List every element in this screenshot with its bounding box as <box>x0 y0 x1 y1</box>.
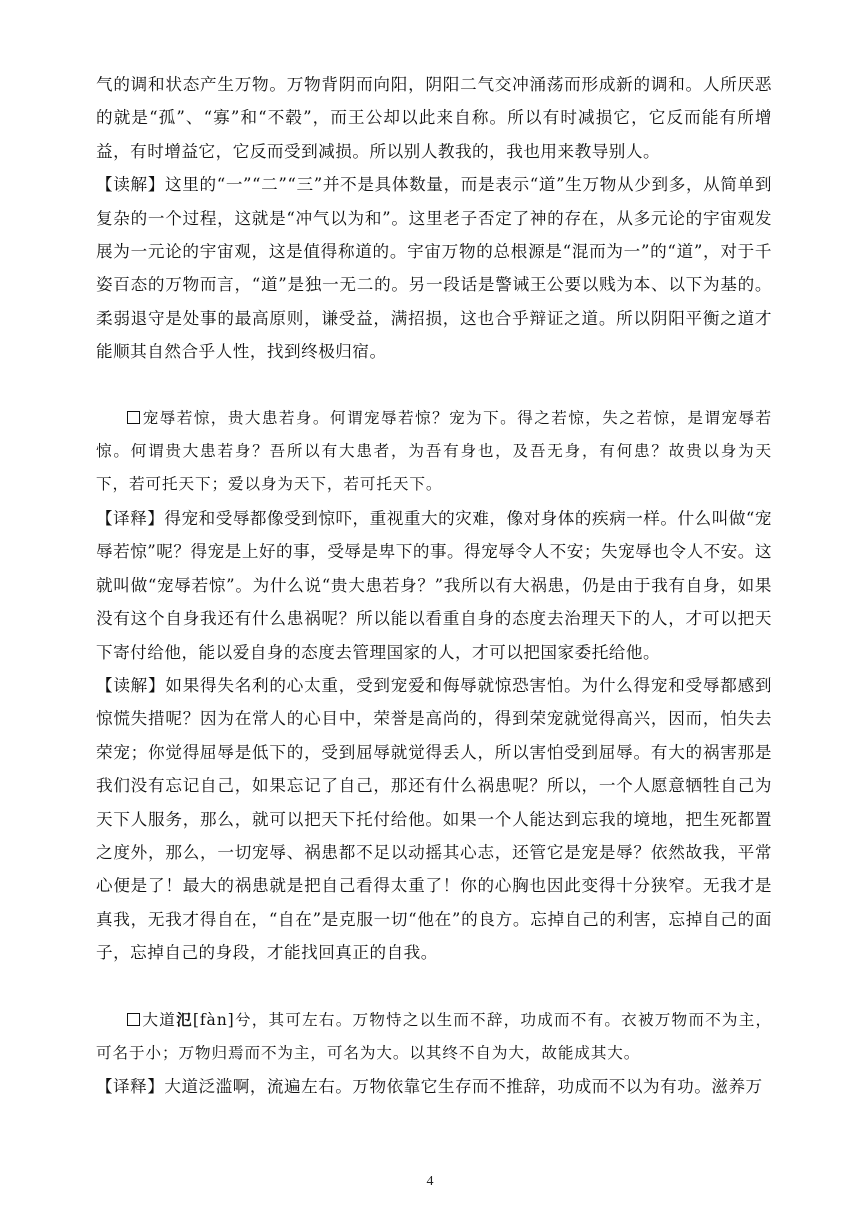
classic-pinyin: [fàn] <box>192 1010 235 1029</box>
classic-head: 大道 <box>142 1010 177 1029</box>
reading-text: 如果得失名利的心太重，受到宠爱和侮辱就惊恐害怕。为什么得宠和受辱都感到惊慌失措呢？因为在常人的心目中，荣誉是高尚的，得到荣宠就觉得高兴，因而，怕失去荣宠；你觉得屈辱是低下的，受到屈辱就觉得丢人，所以害怕受到屈辱。有大的祸害那是我们没有忘记自己，如果忘记了自己，那还有什么祸患呢？所以，一个人愿意牺牲自己为天下人服务，那么，就可以把天下托付给他。如果一个人能达到忘我的境地，把生死都置之度外，那么，一切宠辱、祸患都不足以动摇其心志，还管它是宠是辱？依然故我，平常心便是了！最大的祸患就是把自己看得太重了！你的心胸也因此变得十分狭窄。无我才是真我，无我才得自在，“自在”是克服一切“他在”的良方。忘掉自己的利害，忘掉自己的面子，忘掉自己的身段，才能找回真正的自我。 <box>96 675 772 963</box>
classic-bold-char: 氾 <box>176 1009 193 1029</box>
reading-text: 这里的“一”“二”“三”并不是具体数量，而是表示“道”生万物从少到多，从简单到复杂的一个过程，这就是“冲气以为和”。这里老子否定了神的存在，从多元论的宇宙观发展为一元论的宇宙观，这是值得称道的。宇宙万物的总根源是“混而为一”的“道”，对于千姿百态的万物而言，“道”是独一无二的。另一段话是警诫王公要以贱为本、以下为基的。柔弱退守是处事的最高原则，谦受益，满招损，这也合乎辩证之道。所以阴阳平衡之道才能顺其自然合乎人性，找到终极归宿。 <box>96 175 772 362</box>
classic-paragraph <box>96 1003 772 1071</box>
section-continued <box>96 68 772 369</box>
translation-text: 大道泛滥啊，流遍左右。万物依靠它生存而不推辞，功成而不以为有功。滋养万 <box>164 1077 763 1097</box>
section-gap <box>96 970 772 1003</box>
reading-tag: 【读解】 <box>96 675 166 695</box>
translation-text: 得宠和受辱都像受到惊吓，重视重大的灾难，像对身体的疾病一样。什么叫做“宠辱若惊”呢？得宠是上好的事，受辱是卑下的事。得宠辱令人不安；失宠辱也令人不安。这就叫做“宠辱若惊”。为什么说“贵大患若身？”我所以有大祸患，仍是由于我有自身，如果没有这个自身我还有什么患祸呢？所以能以看重自身的态度去治理天下的人，才可以把天下寄付给他，能以爱自身的态度去管理国家的人，才可以把国家委托给他。 <box>96 508 773 662</box>
reading-paragraph <box>96 168 772 368</box>
document-page <box>96 68 772 1104</box>
page-number: 4 <box>426 1174 434 1189</box>
section-dadao <box>96 1003 772 1104</box>
reading-paragraph <box>96 669 772 970</box>
translation-continued-paragraph: 气的调和状态产生万物。万物背阴而向阳，阴阳二气交冲涌荡而形成新的调和。人所厌恶的就是“孤”、“寡”和“不毂”，而王公却以此来自称。所以有时减损它，它反而能有所增益，有时增益它，它反而受到减损。所以别人教我的，我也用来教导别人。 <box>96 75 772 161</box>
reading-tag: 【读解】 <box>96 175 165 195</box>
translation-paragraph <box>96 502 772 669</box>
translation-tag: 【译释】 <box>96 508 165 528</box>
classic-rest: 兮，其可左右。万物恃之以生而不辞，功成而不有。衣被万物而不为主，可名于小；万物归焉而不为主，可名为大。以其终不自为大，故能成其大。 <box>96 1010 772 1062</box>
section-chongru <box>96 402 772 970</box>
classic-paragraph <box>96 402 772 502</box>
checkbox-square-icon <box>127 1013 140 1026</box>
translation-tag: 【译释】 <box>96 1077 165 1097</box>
section-gap <box>96 369 772 402</box>
translation-paragraph <box>96 1070 772 1103</box>
classic-text: 宠辱若惊，贵大患若身。何谓宠辱若惊？宠为下。得之若惊，失之若惊，是谓宠辱若惊。何谓贵大患若身？吾所以有大患者，为吾有身也，及吾无身，有何患？故贵以身为天下，若可托天下；爱以身为天下，若可托天下。 <box>96 408 772 494</box>
checkbox-square-icon <box>127 411 140 424</box>
